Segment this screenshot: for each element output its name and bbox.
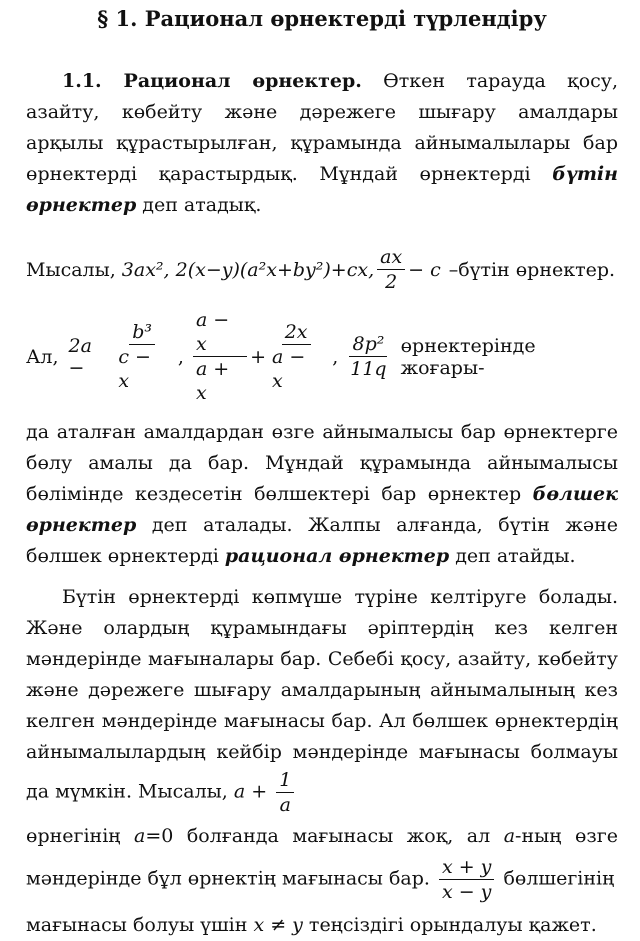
paragraph-text: -ның өзге мәндерінде бұл өрнектің мағынасы бар.: [26, 825, 618, 890]
paragraph-fraction-expressions: [26, 417, 618, 572]
plus-sign: +: [250, 345, 267, 368]
term-integer-expressions: бүтін өрнектер: [26, 163, 618, 216]
formula-term: − c: [408, 258, 441, 281]
fraction-denominator: c − x: [118, 346, 151, 392]
fraction-b3-over-c-x: [115, 320, 169, 393]
paragraph-text: мағынасы болуы үшін: [26, 914, 254, 936]
paragraph-text: Өткен тарауда қосу, азайту, көбейту және дәрежеге шығару амалдары арқылы құрастырылған, құрамында айнымалылары бар өрнектерді қарастырдық. Мұндай өрнектерді: [26, 70, 618, 185]
example-lead: Ал,: [26, 345, 59, 368]
paragraph-condition: [26, 910, 618, 941]
formula-list: 3ax², 2(x−y)(a²x+by²)+cx,: [121, 258, 375, 281]
term-fraction-expressions: бөлшек өрнектер: [26, 483, 618, 536]
term-rational-expressions: рационал өрнектер: [224, 545, 450, 567]
subsection-label: 1.1. Рационал өрнектер.: [62, 70, 362, 92]
formula-term: a +: [233, 780, 274, 803]
fraction-ax-over-2: [377, 245, 405, 294]
fraction-2x-over-a-x: [269, 320, 323, 393]
example-lead: Мысалы,: [26, 258, 116, 281]
section-title: § 1. Рационал өрнектерді түрлендіру: [97, 6, 547, 31]
variable-a: a: [503, 825, 516, 847]
paragraph-text: бөлшегінің: [497, 867, 615, 890]
paragraph-text: теңсіздігі орындалуы қажет.: [302, 914, 597, 936]
fraction-numerator: 2x: [282, 320, 311, 345]
variable-a: a: [134, 825, 146, 847]
paragraph-text: деп аталады. Жалпы алғанда, бүтін және бөлшек өрнектерді: [26, 514, 618, 567]
fraction-denominator: 2: [385, 271, 398, 293]
fraction-x-plus-y-over-x-minus-y: [439, 855, 494, 904]
fraction-denominator: a: [279, 794, 291, 816]
fraction-numerator: b³: [129, 320, 155, 345]
fraction-numerator: 8p²: [349, 332, 387, 357]
paragraph-polynomial: [26, 582, 618, 817]
fraction-a-x-over-a-x: [193, 308, 247, 405]
paragraph-text: деп атайды.: [449, 545, 576, 567]
inequality: x ≠ y: [253, 914, 303, 936]
paragraph-meaning: [26, 817, 618, 904]
paragraph-text: да аталған амалдардан өзге айнымалысы бар өрнектерге бөлу амалы да бар. Мұндай құрамында айнымалысы бөлімінде кездесетін бөлшектері бар өрнектер: [26, 421, 618, 505]
fraction-1-over-a: [276, 768, 294, 817]
fraction-numerator: 1: [276, 768, 294, 793]
paragraph-text: деп атадық.: [136, 194, 262, 216]
fraction-numerator: ax: [377, 245, 405, 270]
paragraph-text: өрнегінің: [26, 825, 134, 847]
fraction-denominator: x − y: [441, 881, 492, 903]
fraction-denominator: 11q: [350, 358, 387, 380]
example-integer-expressions: [26, 245, 618, 294]
fraction-denominator: a − x: [272, 346, 306, 392]
fraction-8p2-over-11q: [347, 332, 389, 381]
separator: ,: [332, 345, 339, 368]
paragraph-rational-expressions: [26, 66, 618, 221]
example-tail: –бүтін өрнектер.: [448, 258, 616, 281]
formula-term: 2a −: [68, 334, 92, 379]
fraction-denominator: a + x: [195, 358, 230, 404]
paragraph-text: =0 болғанда мағынасы жоқ, ал: [145, 825, 504, 847]
separator: ,: [177, 345, 184, 368]
fraction-numerator: x + y: [439, 855, 494, 880]
example-fraction-expressions: [26, 308, 618, 405]
paragraph-text: Бүтін өрнектерді көпмүше түріне келтіруге болады. Және олардың құрамындағы әріптердің кез келген мәндерінде мағыналары бар. Себебі қосу, азайту, көбейту және дәрежеге шығару амалдарының айнымалының кез келген мәндерінде мағынасы бар. Ал бөлшек өрнектердің айнымалылардың кейбір мәндерінде мағынасы болмауы да мүмкін. Мысалы,: [26, 586, 618, 803]
fraction-numerator: a − x: [193, 308, 247, 357]
example-tail: өрнектерінде жоғары-: [400, 334, 536, 379]
